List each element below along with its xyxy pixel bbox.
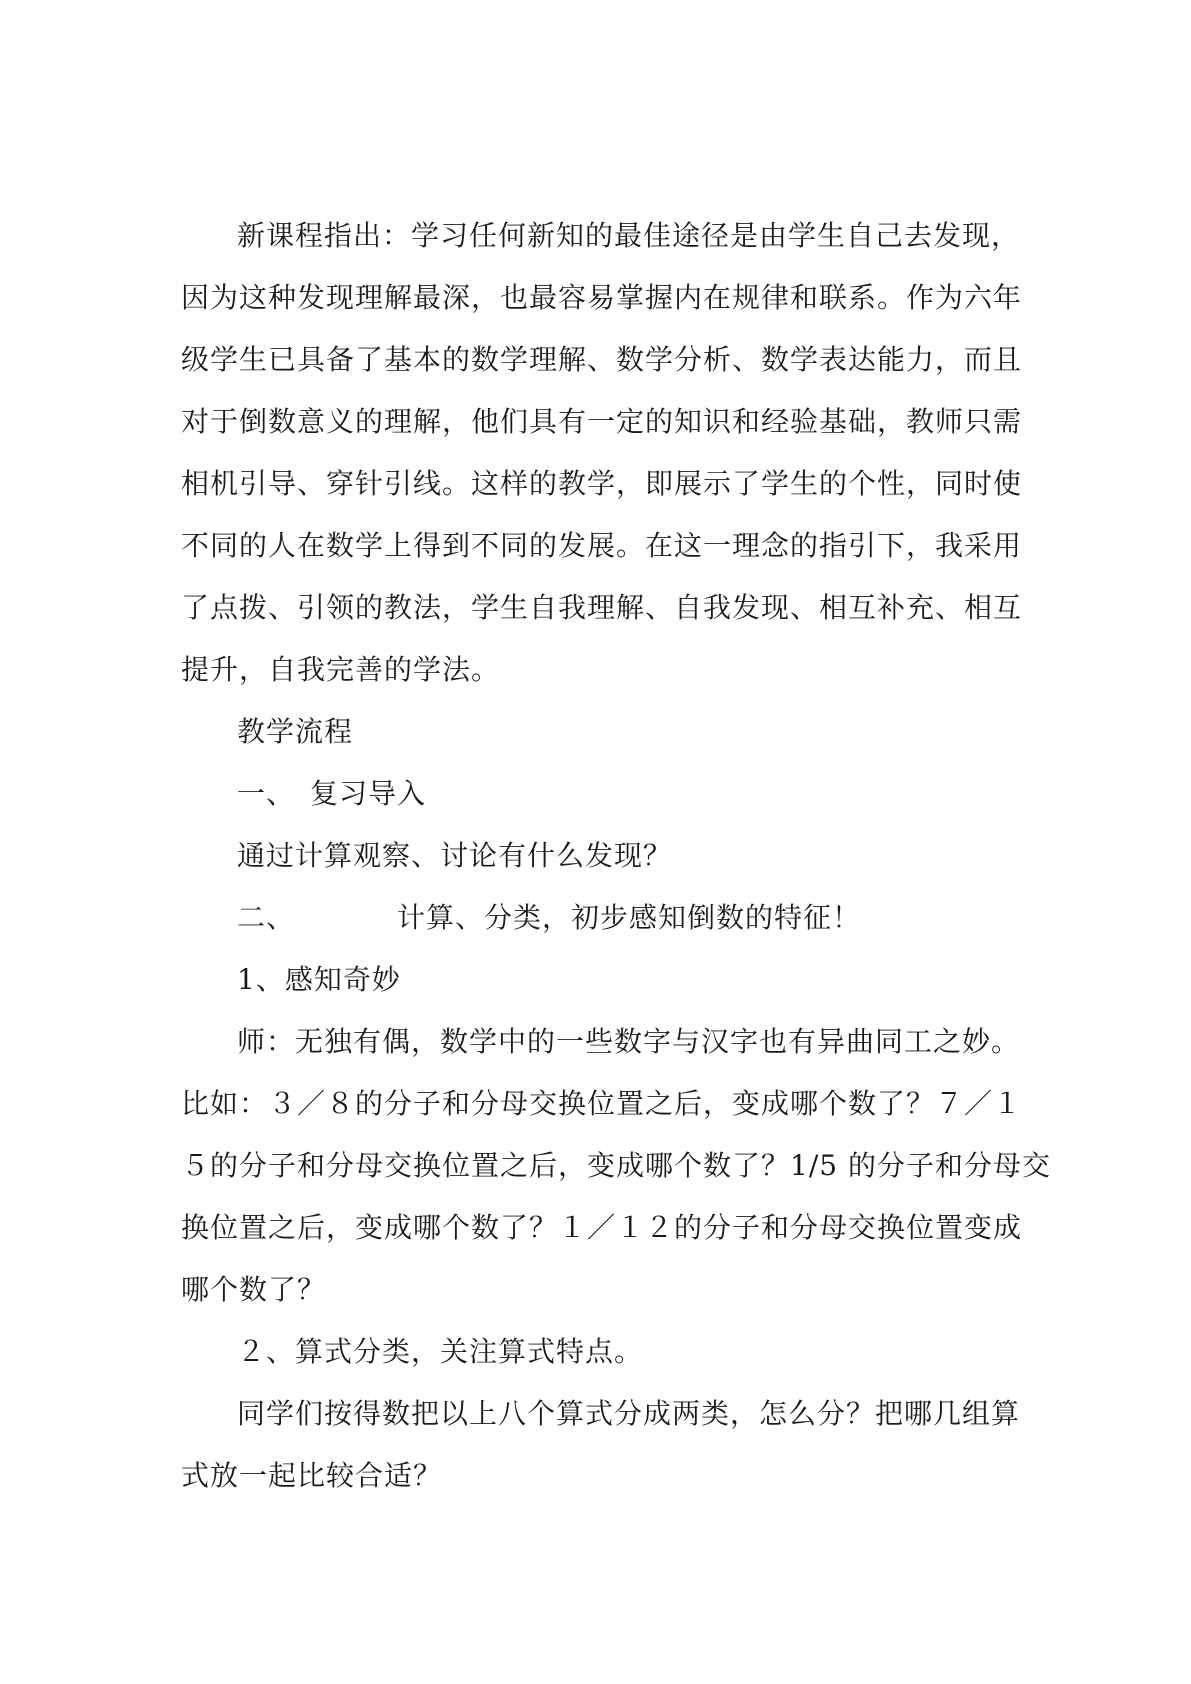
paragraph-line: 提升，自我完善的学法。 (181, 653, 501, 686)
subsection-heading: ２、算式分类，关注算式特点。 (237, 1335, 644, 1368)
paragraph-line: 比如：３／８的分子和分母交换位置之后，变成哪个数了？７／１ (181, 1087, 1023, 1120)
subsection-heading: 1、感知奇妙 (237, 963, 401, 996)
section-heading: 教学流程 (237, 715, 354, 748)
paragraph-line: 式放一起比较合适？ (181, 1459, 443, 1492)
section-heading: 一、 复习导入 (237, 777, 427, 810)
paragraph-line: 通过计算观察、讨论有什么发现？ (237, 839, 673, 872)
paragraph-line: 因为这种发现理解最深，也最容易掌握内在规律和联系。作为六年 (181, 281, 1023, 314)
paragraph-line: 不同的人在数学上得到不同的发展。在这一理念的指引下，我采用 (181, 529, 1023, 562)
document-body (181, 205, 1051, 1507)
paragraph-line: 相机引导、穿针引线。这样的教学，即展示了学生的个性，同时使 (181, 467, 1023, 500)
paragraph-line: 哪个数了？ (181, 1273, 327, 1306)
section-heading: 二、 计算、分类，初步感知倒数的特征！ (237, 901, 862, 934)
paragraph-line: 新课程指出：学习任何新知的最佳途径是由学生自己去发现， (237, 219, 1021, 252)
paragraph-line: 了点拨、引领的教法，学生自我理解、自我发现、相互补充、相互 (181, 591, 1023, 624)
paragraph-line: 级学生已具备了基本的数学理解、数学分析、数学表达能力，而且 (181, 343, 1023, 376)
paragraph-line: ５的分子和分母交换位置之后，变成哪个数了？1/5 的分子和分母交 (181, 1149, 1051, 1182)
paragraph-line: 师：无独有偶，数学中的一些数字与汉字也有异曲同工之妙。 (237, 1025, 1021, 1058)
paragraph-line: 换位置之后，变成哪个数了？１／１２的分子和分母交换位置变成 (181, 1211, 1023, 1244)
paragraph-line: 同学们按得数把以上八个算式分成两类，怎么分？把哪几组算 (237, 1397, 1021, 1430)
paragraph-line: 对于倒数意义的理解，他们具有一定的知识和经验基础，教师只需 (181, 405, 1023, 438)
